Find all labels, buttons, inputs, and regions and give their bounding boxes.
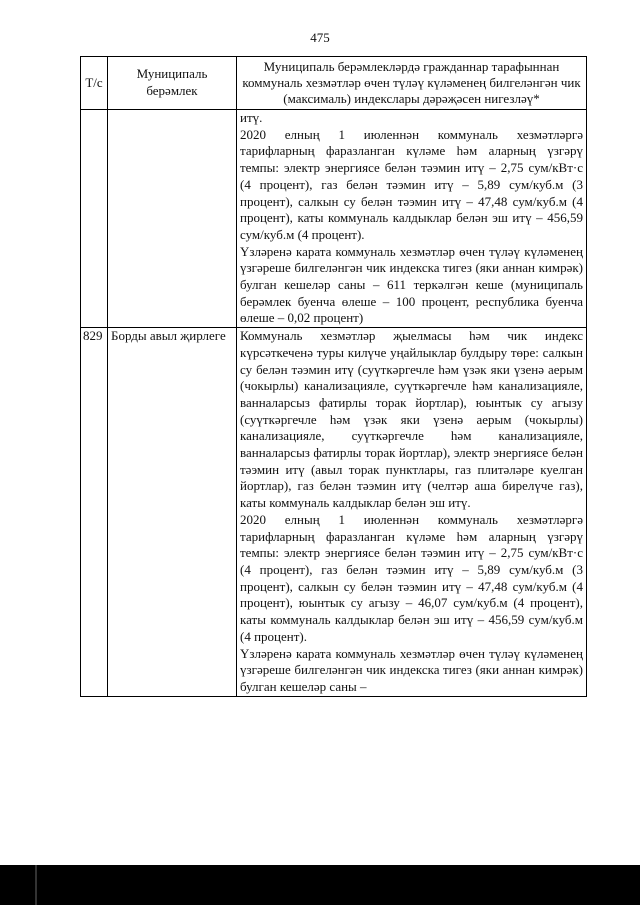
header-municipality: Муниципаль берәмлек <box>108 57 237 110</box>
description-paragraph: Коммуналь хезмәтләр җыелмасы һәм чик индекс күрсәткеченә туры килүче уңайлыклар булдыру төре: салкын су белән тәэмин итү (суүткәргечле һәм үзәк яки үзенә аерым (чокырлы) канализацияле, суүткәргечле һәм канализацияле, ванналарсыз фатирлы торак йортлар), юынтык су агызу (суүткәргечле һәм үзәк яки үзенә аерым (чокырлы) канализацияле, суүткәргечле һәм канализацияле, ванналарсыз фатирлы торак йортлар), электр энергиясе белән тәэмин итү (авыл торак пунктлары, газ плитәләре куелган йортлар), газ белән тәэмин итү (челтәр аша бирелүче газ), каты коммуналь калдыклар белән эш итү. <box>240 328 583 511</box>
table-row <box>81 110 587 328</box>
description-paragraph: Үзләренә карата коммуналь хезмәтләр өчен түләү күләменең үзгәреше билгеләнгән чик индекска тигез (яки аннан кимрәк) булган кешеләр саны – <box>240 645 583 694</box>
scan-bottom-border <box>0 865 640 905</box>
table-row <box>81 328 587 696</box>
page-number: 475 <box>310 30 330 45</box>
scan-separator <box>35 865 37 905</box>
description-paragraph: 2020 елның 1 июленнән коммуналь хезмәтләргә тарифларның фаразланган күләме һәм аларның үзгәрү темпы: электр энергиясе белән тәэмин итү – 2,75 сум/кВт·с (4 процент), газ белән тәэмин итү – 5,89 сум/куб.м (3 процент), салкын су белән тәэмин итү – 47,48 сум/куб.м (4 процент), каты коммуналь калдыклар белән эш итү – 456,59 сум/куб.м (4 процент). <box>240 126 583 242</box>
row-number <box>81 110 108 328</box>
header-description: Муниципаль берәмлекләрдә гражданнар тарафыннан коммуналь хезмәтләр өчен түләү күләменең билгеләнгән чик (максималь) индекслары дәрәҗәсен нигезләү* <box>237 57 587 110</box>
header-number: Т/с <box>81 57 108 110</box>
row-municipality: Борды авыл җирлеге <box>108 328 237 696</box>
description-paragraph: 2020 елның 1 июленнән коммуналь хезмәтләргә тарифларның фаразланган күләме һәм аларның үзгәрү темпы: электр энергиясе белән тәэмин итү – 2,75 сум/кВт·с (4 процент), газ белән тәэмин итү – 5,89 сум/куб.м (3 процент), салкын су белән тәэмин итү – 47,48 сум/куб.м (4 процент), юынтык су агызу – 46,07 сум/куб.м (4 процент), каты коммуналь калдыклар белән эш итү – 456,59 сум/куб.м (4 процент). <box>240 511 583 644</box>
tariff-table <box>80 56 587 697</box>
row-municipality <box>108 110 237 328</box>
table-header-row <box>81 57 587 110</box>
row-number: 829 <box>81 328 108 696</box>
description-paragraph: итү. <box>240 110 263 125</box>
description-paragraph: Үзләренә карата коммуналь хезмәтләр өчен түләү күләменең үзгәреше билгеләнгән чик индекска тигез (яки аннан кимрәк) булган кешеләр саны – 611 теркәлгән кеше (муниципаль берәмлек буенча өлеше – 100 процент, республика буенча өлеше – 0,02 процент) <box>240 243 583 326</box>
row-description <box>237 110 587 328</box>
row-description <box>237 328 587 696</box>
